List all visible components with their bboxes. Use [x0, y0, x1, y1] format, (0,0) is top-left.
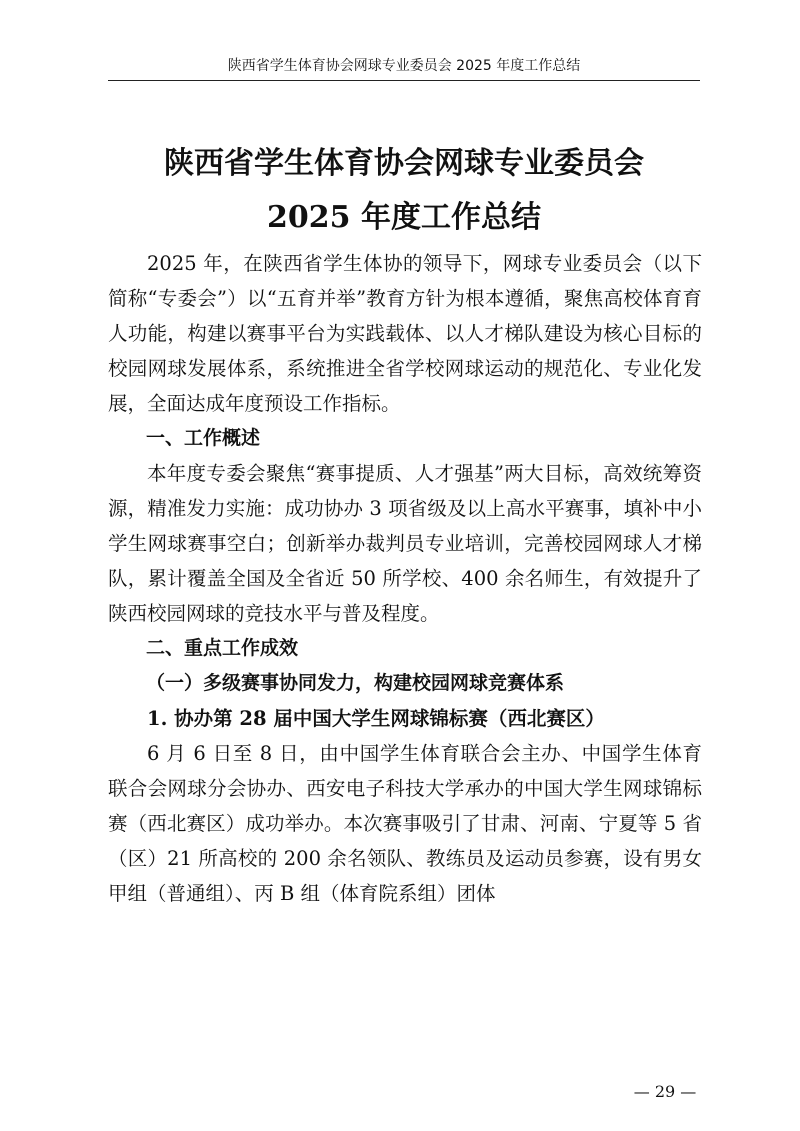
page-number: — 29 —: [633, 1082, 697, 1101]
section2-heading: 二、重点工作成效: [146, 637, 299, 659]
subsection1-heading: （一）多级赛事协同发力，构建校园网球竞赛体系: [146, 672, 565, 694]
header-rule: [108, 80, 700, 81]
intro-paragraph: 2025 年，在陕西省学生体协的领导下，网球专业委员会（以下简称“专委会”）以“五育并举”教育方针为根本遵循，聚焦高校体育育人功能，构建以赛事平台为实践载体、以人才梯队建设为核心目标的校园网球发展体系，系统推进全省学校网球运动的规范化、专业化发展，全面达成年度预设工作指标。: [108, 252, 702, 415]
section1-heading: 一、工作概述: [146, 427, 261, 449]
document-body: [108, 246, 702, 911]
item1-heading: 1. 协办第 28 届中国大学生网球锦标赛（西北赛区）: [147, 707, 605, 730]
document-title-line2: 2025 年度工作总结: [267, 200, 541, 235]
document-title-line1: 陕西省学生体育协会网球专业委员会: [164, 146, 644, 181]
section1-paragraph: 本年度专委会聚焦“赛事提质、人才强基”两大目标，高效统筹资源，精准发力实施：成功协办 3 项省级及以上高水平赛事，填补中小学生网球赛事空白；创新举办裁判员专业培训，完善校园网球人才梯队，累计覆盖全国及全省近 50 所学校、400 余名师生，有效提升了陕西校园网球的竞技水平与普及程度。: [108, 462, 702, 625]
item1-paragraph: 6 月 6 日至 8 日，由中国学生体育联合会主办、中国学生体育联合会网球分会协办、西安电子科技大学承办的中国大学生网球锦标赛（西北赛区）成功举办。本次赛事吸引了甘肃、河南、宁夏等 5 省（区）21 所高校的 200 余名领队、教练员及运动员参赛，设有男女甲组（普通组）、丙 B 组（体育院系组）团体: [108, 742, 702, 905]
running-header: 陕西省学生体育协会网球专业委员会 2025 年度工作总结: [227, 58, 581, 74]
